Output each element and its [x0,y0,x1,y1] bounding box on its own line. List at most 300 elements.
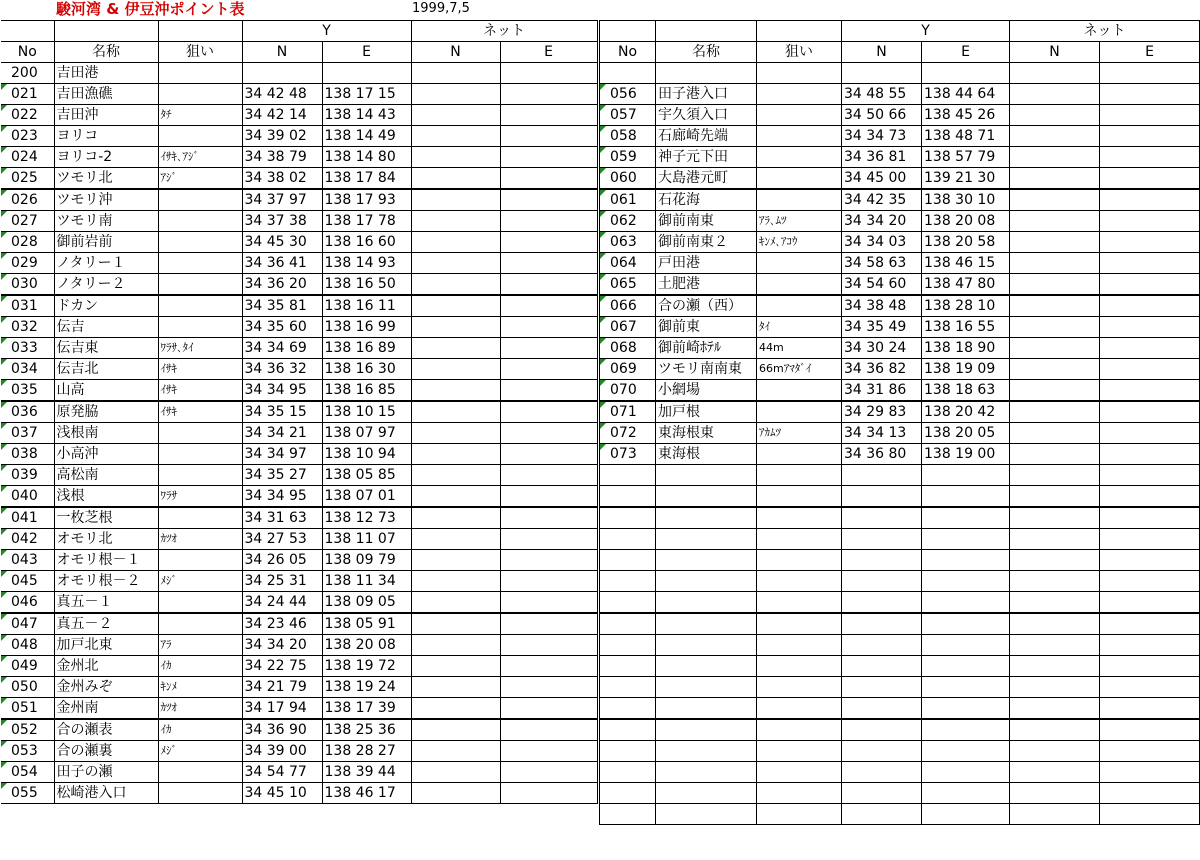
y-e-cell[interactable]: 138 25 36 [322,719,411,741]
no-cell[interactable]: 057 [600,105,656,126]
name-cell[interactable] [656,486,757,508]
no-cell[interactable]: 038 [1,444,54,465]
name-cell[interactable]: ツモリ南 [54,211,158,232]
y-n-cell[interactable]: 34 21 79 [242,677,322,698]
y-e-cell[interactable]: 138 19 09 [922,359,1010,380]
y-e-cell[interactable]: 138 20 58 [922,232,1010,253]
target-cell[interactable] [757,592,842,614]
name-cell[interactable]: 加戸北東 [54,635,158,656]
y-e-cell[interactable]: 138 14 49 [322,126,411,147]
target-cell[interactable] [158,550,242,571]
net-e-cell[interactable] [1100,105,1200,126]
net-n-cell[interactable] [1010,295,1100,317]
net-n-cell[interactable] [1010,741,1100,762]
target-cell[interactable] [158,126,242,147]
target-cell[interactable] [757,656,842,677]
net-n-cell[interactable] [1010,635,1100,656]
no-cell[interactable]: 045 [1,571,54,592]
target-cell[interactable]: ｲｻｷ [158,401,242,423]
target-cell[interactable] [757,168,842,190]
net-n-cell[interactable] [1010,423,1100,444]
y-e-cell[interactable]: 138 11 07 [322,529,411,550]
no-cell[interactable] [600,465,656,486]
header-net-e[interactable]: E [500,42,597,63]
no-cell[interactable]: 041 [1,507,54,529]
y-e-cell[interactable]: 138 09 79 [322,550,411,571]
net-e-cell[interactable] [1100,677,1200,698]
net-e-cell[interactable] [500,401,597,423]
y-n-cell[interactable] [842,550,922,571]
target-cell[interactable] [158,613,242,635]
y-e-cell[interactable] [922,656,1010,677]
net-n-cell[interactable] [411,507,500,529]
y-n-cell[interactable]: 34 35 49 [842,317,922,338]
y-n-cell[interactable]: 34 37 38 [242,211,322,232]
net-e-cell[interactable] [1100,359,1200,380]
y-e-cell[interactable] [922,486,1010,508]
header-no[interactable]: No [1,42,54,63]
y-n-cell[interactable] [842,507,922,529]
net-e-cell[interactable] [500,126,597,147]
net-n-cell[interactable] [411,571,500,592]
net-e-cell[interactable] [1100,317,1200,338]
y-n-cell[interactable] [842,804,922,825]
no-cell[interactable]: 072 [600,423,656,444]
name-cell[interactable] [656,804,757,825]
no-cell[interactable] [600,507,656,529]
y-e-cell[interactable]: 138 11 34 [322,571,411,592]
net-n-cell[interactable] [1010,274,1100,296]
net-e-cell[interactable] [1100,804,1200,825]
target-cell[interactable] [158,317,242,338]
header-y-e[interactable]: E [322,42,411,63]
header-y-e[interactable]: E [922,42,1010,63]
net-n-cell[interactable] [411,295,500,317]
y-n-cell[interactable]: 34 38 79 [242,147,322,168]
y-n-cell[interactable]: 34 34 95 [242,486,322,508]
net-n-cell[interactable] [411,232,500,253]
y-e-cell[interactable]: 138 45 26 [922,105,1010,126]
y-n-cell[interactable] [842,529,922,550]
net-e-cell[interactable] [1100,401,1200,423]
no-cell[interactable]: 058 [600,126,656,147]
y-e-cell[interactable]: 138 28 27 [322,741,411,762]
name-cell[interactable]: 宇久須入口 [656,105,757,126]
net-n-cell[interactable] [1010,550,1100,571]
sheet-title[interactable]: 駿河湾 & 伊豆沖ポイント表 [56,0,245,18]
net-n-cell[interactable] [411,613,500,635]
y-e-cell[interactable] [922,63,1010,84]
name-cell[interactable] [656,592,757,614]
y-e-cell[interactable]: 138 14 80 [322,147,411,168]
no-cell[interactable] [600,550,656,571]
y-e-cell[interactable]: 138 16 30 [322,359,411,380]
target-cell[interactable] [158,423,242,444]
header-name-blank[interactable] [54,21,158,42]
no-cell[interactable]: 200 [1,63,54,84]
target-cell[interactable] [158,84,242,105]
y-e-cell[interactable]: 138 16 60 [322,232,411,253]
target-cell[interactable] [158,295,242,317]
no-cell[interactable]: 022 [1,105,54,126]
name-cell[interactable]: 東海根東 [656,423,757,444]
net-n-cell[interactable] [1010,317,1100,338]
name-cell[interactable] [656,613,757,635]
net-e-cell[interactable] [1100,147,1200,168]
net-e-cell[interactable] [1100,423,1200,444]
target-cell[interactable] [158,592,242,614]
target-cell[interactable] [757,550,842,571]
net-e-cell[interactable] [500,317,597,338]
net-e-cell[interactable] [1100,529,1200,550]
net-e-cell[interactable] [1100,380,1200,402]
net-e-cell[interactable] [500,507,597,529]
y-n-cell[interactable] [842,783,922,804]
net-n-cell[interactable] [411,592,500,614]
header-y[interactable]: Y [842,21,1010,42]
y-n-cell[interactable]: 34 42 48 [242,84,322,105]
name-cell[interactable]: 真五－２ [54,613,158,635]
net-n-cell[interactable] [411,147,500,168]
target-cell[interactable] [757,189,842,211]
y-e-cell[interactable]: 138 16 50 [322,274,411,296]
net-n-cell[interactable] [1010,507,1100,529]
net-n-cell[interactable] [411,444,500,465]
name-cell[interactable]: 戸田港 [656,253,757,274]
name-cell[interactable]: 御前崎ﾎﾃﾙ [656,338,757,359]
target-cell[interactable]: ｶﾂｵ [158,698,242,720]
target-cell[interactable]: ｱｶﾑﾂ [757,423,842,444]
y-e-cell[interactable] [922,677,1010,698]
y-n-cell[interactable]: 34 45 10 [242,783,322,804]
name-cell[interactable]: 田子の瀬 [54,762,158,783]
y-e-cell[interactable] [922,613,1010,635]
net-n-cell[interactable] [411,529,500,550]
net-e-cell[interactable] [500,592,597,614]
net-n-cell[interactable] [411,486,500,508]
net-n-cell[interactable] [411,253,500,274]
y-e-cell[interactable]: 138 17 78 [322,211,411,232]
net-n-cell[interactable] [411,719,500,741]
net-n-cell[interactable] [1010,486,1100,508]
target-cell[interactable]: ﾀﾁ [158,105,242,126]
net-n-cell[interactable] [411,338,500,359]
target-cell[interactable] [757,529,842,550]
net-e-cell[interactable] [500,741,597,762]
no-cell[interactable] [600,486,656,508]
y-e-cell[interactable]: 138 28 10 [922,295,1010,317]
y-e-cell[interactable] [922,741,1010,762]
net-n-cell[interactable] [411,189,500,211]
target-cell[interactable]: ｶﾂｵ [158,529,242,550]
no-cell[interactable] [600,804,656,825]
y-n-cell[interactable]: 34 39 02 [242,126,322,147]
y-n-cell[interactable]: 34 35 15 [242,401,322,423]
net-n-cell[interactable] [411,423,500,444]
y-n-cell[interactable]: 34 22 75 [242,656,322,677]
net-n-cell[interactable] [411,105,500,126]
net-n-cell[interactable] [1010,719,1100,741]
y-n-cell[interactable]: 34 23 46 [242,613,322,635]
name-cell[interactable] [656,635,757,656]
no-cell[interactable]: 034 [1,359,54,380]
target-cell[interactable]: ｱﾗ､ﾑﾂ [757,211,842,232]
net-e-cell[interactable] [500,105,597,126]
y-n-cell[interactable]: 34 48 55 [842,84,922,105]
net-e-cell[interactable] [1100,253,1200,274]
y-n-cell[interactable]: 34 31 86 [842,380,922,402]
name-cell[interactable]: 金州みぞ [54,677,158,698]
target-cell[interactable]: ｷﾝﾒ､ｱｺｳ [757,232,842,253]
name-cell[interactable] [656,550,757,571]
no-cell[interactable] [600,783,656,804]
target-cell[interactable]: ﾜﾗｻ､ﾀｲ [158,338,242,359]
y-e-cell[interactable] [922,507,1010,529]
target-cell[interactable] [158,63,242,84]
no-cell[interactable]: 025 [1,168,54,190]
name-cell[interactable]: 合の瀬裏 [54,741,158,762]
net-e-cell[interactable] [1100,63,1200,84]
y-e-cell[interactable]: 138 05 85 [322,465,411,486]
no-cell[interactable]: 055 [1,783,54,804]
target-cell[interactable]: ｷﾝﾒ [158,677,242,698]
name-cell[interactable]: 山高 [54,380,158,402]
net-e-cell[interactable] [1100,338,1200,359]
y-n-cell[interactable]: 34 45 30 [242,232,322,253]
name-cell[interactable]: 浅根南 [54,423,158,444]
net-e-cell[interactable] [1100,783,1200,804]
name-cell[interactable]: 吉田漁礁 [54,84,158,105]
y-n-cell[interactable]: 34 34 95 [242,380,322,402]
y-e-cell[interactable]: 138 30 10 [922,189,1010,211]
no-cell[interactable]: 048 [1,635,54,656]
no-cell[interactable]: 023 [1,126,54,147]
y-n-cell[interactable]: 34 36 82 [842,359,922,380]
net-e-cell[interactable] [1100,486,1200,508]
target-cell[interactable]: 44m [757,338,842,359]
name-cell[interactable]: 御前東 [656,317,757,338]
header-name[interactable]: 名称 [656,42,757,63]
name-cell[interactable]: 金州南 [54,698,158,720]
no-cell[interactable]: 036 [1,401,54,423]
y-e-cell[interactable]: 138 17 93 [322,189,411,211]
target-cell[interactable] [757,465,842,486]
header-net-e[interactable]: E [1100,42,1200,63]
y-e-cell[interactable]: 138 14 93 [322,253,411,274]
y-e-cell[interactable] [922,804,1010,825]
net-e-cell[interactable] [1100,295,1200,317]
no-cell[interactable]: 039 [1,465,54,486]
y-e-cell[interactable]: 138 10 94 [322,444,411,465]
name-cell[interactable] [656,719,757,741]
no-cell[interactable]: 029 [1,253,54,274]
y-e-cell[interactable]: 138 17 15 [322,84,411,105]
name-cell[interactable]: 加戸根 [656,401,757,423]
target-cell[interactable] [757,762,842,783]
target-cell[interactable]: ﾜﾗｻ [158,486,242,508]
no-cell[interactable]: 060 [600,168,656,190]
name-cell[interactable]: 御前南東 [656,211,757,232]
y-e-cell[interactable] [922,783,1010,804]
name-cell[interactable]: 合の瀬（西） [656,295,757,317]
no-cell[interactable]: 061 [600,189,656,211]
target-cell[interactable] [757,444,842,465]
net-n-cell[interactable] [411,550,500,571]
name-cell[interactable] [656,677,757,698]
no-cell[interactable]: 037 [1,423,54,444]
y-e-cell[interactable]: 138 18 90 [922,338,1010,359]
target-cell[interactable] [757,253,842,274]
name-cell[interactable]: 伝吉東 [54,338,158,359]
no-cell[interactable]: 032 [1,317,54,338]
no-cell[interactable] [600,571,656,592]
net-e-cell[interactable] [500,444,597,465]
y-n-cell[interactable]: 34 34 03 [842,232,922,253]
net-n-cell[interactable] [411,168,500,190]
y-n-cell[interactable]: 34 36 41 [242,253,322,274]
name-cell[interactable]: ヨリコ [54,126,158,147]
target-cell[interactable]: 66mｱﾏﾀﾞｲ [757,359,842,380]
y-n-cell[interactable]: 34 36 81 [842,147,922,168]
no-cell[interactable]: 043 [1,550,54,571]
net-e-cell[interactable] [500,783,597,804]
net-n-cell[interactable] [411,126,500,147]
y-n-cell[interactable] [842,486,922,508]
net-e-cell[interactable] [1100,762,1200,783]
y-n-cell[interactable]: 34 54 60 [842,274,922,296]
name-cell[interactable]: 松崎港入口 [54,783,158,804]
no-cell[interactable]: 030 [1,274,54,296]
target-cell[interactable]: ｱﾗ [158,635,242,656]
y-n-cell[interactable]: 34 34 69 [242,338,322,359]
net-n-cell[interactable] [1010,147,1100,168]
name-cell[interactable]: 土肥港 [656,274,757,296]
target-cell[interactable] [757,63,842,84]
net-e-cell[interactable] [1100,741,1200,762]
y-e-cell[interactable]: 138 17 39 [322,698,411,720]
no-cell[interactable]: 071 [600,401,656,423]
name-cell[interactable] [656,762,757,783]
name-cell[interactable]: 伝吉 [54,317,158,338]
y-n-cell[interactable] [842,762,922,783]
y-e-cell[interactable] [922,550,1010,571]
no-cell[interactable] [600,698,656,720]
target-cell[interactable]: ｲｻｷ､ｱｼﾞ [158,147,242,168]
name-cell[interactable]: オモリ根－２ [54,571,158,592]
name-cell[interactable]: 高松南 [54,465,158,486]
no-cell[interactable]: 059 [600,147,656,168]
name-cell[interactable] [656,656,757,677]
net-e-cell[interactable] [500,613,597,635]
name-cell[interactable]: ノタリー１ [54,253,158,274]
net-n-cell[interactable] [1010,168,1100,190]
no-cell[interactable] [600,762,656,783]
net-e-cell[interactable] [500,380,597,402]
y-e-cell[interactable]: 138 47 80 [922,274,1010,296]
net-n-cell[interactable] [1010,232,1100,253]
net-n-cell[interactable] [1010,380,1100,402]
net-e-cell[interactable] [1100,168,1200,190]
y-n-cell[interactable]: 34 35 60 [242,317,322,338]
y-n-cell[interactable]: 34 25 31 [242,571,322,592]
net-n-cell[interactable] [411,783,500,804]
header-net-n[interactable]: N [1010,42,1100,63]
y-n-cell[interactable]: 34 58 63 [842,253,922,274]
net-e-cell[interactable] [1100,84,1200,105]
net-e-cell[interactable] [1100,507,1200,529]
no-cell[interactable]: 021 [1,84,54,105]
target-cell[interactable]: ﾒｼﾞ [158,571,242,592]
no-cell[interactable]: 026 [1,189,54,211]
net-n-cell[interactable] [1010,762,1100,783]
y-n-cell[interactable]: 34 50 66 [842,105,922,126]
net-e-cell[interactable] [500,465,597,486]
y-n-cell[interactable] [842,465,922,486]
no-cell[interactable]: 046 [1,592,54,614]
y-e-cell[interactable] [922,719,1010,741]
y-e-cell[interactable]: 138 17 84 [322,168,411,190]
no-cell[interactable] [600,529,656,550]
no-cell[interactable]: 065 [600,274,656,296]
y-e-cell[interactable] [922,465,1010,486]
net-e-cell[interactable] [1100,656,1200,677]
y-e-cell[interactable]: 138 16 85 [322,380,411,402]
no-cell[interactable]: 062 [600,211,656,232]
net-n-cell[interactable] [1010,338,1100,359]
y-e-cell[interactable]: 138 09 05 [322,592,411,614]
no-cell[interactable] [600,63,656,84]
net-n-cell[interactable] [1010,189,1100,211]
name-cell[interactable] [656,741,757,762]
target-cell[interactable] [158,465,242,486]
name-cell[interactable] [656,529,757,550]
net-n-cell[interactable] [1010,698,1100,720]
y-n-cell[interactable]: 34 27 53 [242,529,322,550]
name-cell[interactable] [656,507,757,529]
target-cell[interactable]: ｲｶ [158,719,242,741]
y-e-cell[interactable]: 138 07 97 [322,423,411,444]
target-cell[interactable]: ﾀｲ [757,317,842,338]
name-cell[interactable]: 吉田港 [54,63,158,84]
net-n-cell[interactable] [411,84,500,105]
net-n-cell[interactable] [1010,529,1100,550]
no-cell[interactable] [600,613,656,635]
net-e-cell[interactable] [1100,126,1200,147]
no-cell[interactable] [600,592,656,614]
net-e-cell[interactable] [500,168,597,190]
target-cell[interactable] [158,189,242,211]
y-e-cell[interactable]: 138 16 99 [322,317,411,338]
net-n-cell[interactable] [411,698,500,720]
y-e-cell[interactable]: 138 20 42 [922,401,1010,423]
name-cell[interactable]: 金州北 [54,656,158,677]
no-cell[interactable]: 028 [1,232,54,253]
net-n-cell[interactable] [1010,63,1100,84]
y-e-cell[interactable] [922,762,1010,783]
net-e-cell[interactable] [1100,189,1200,211]
y-e-cell[interactable]: 138 05 91 [322,613,411,635]
header-no[interactable]: No [600,42,656,63]
net-n-cell[interactable] [411,359,500,380]
name-cell[interactable]: ツモリ沖 [54,189,158,211]
no-cell[interactable]: 042 [1,529,54,550]
name-cell[interactable] [656,63,757,84]
net-n-cell[interactable] [1010,126,1100,147]
target-cell[interactable] [757,507,842,529]
y-e-cell[interactable]: 138 07 01 [322,486,411,508]
name-cell[interactable]: 一枚芝根 [54,507,158,529]
no-cell[interactable] [600,656,656,677]
